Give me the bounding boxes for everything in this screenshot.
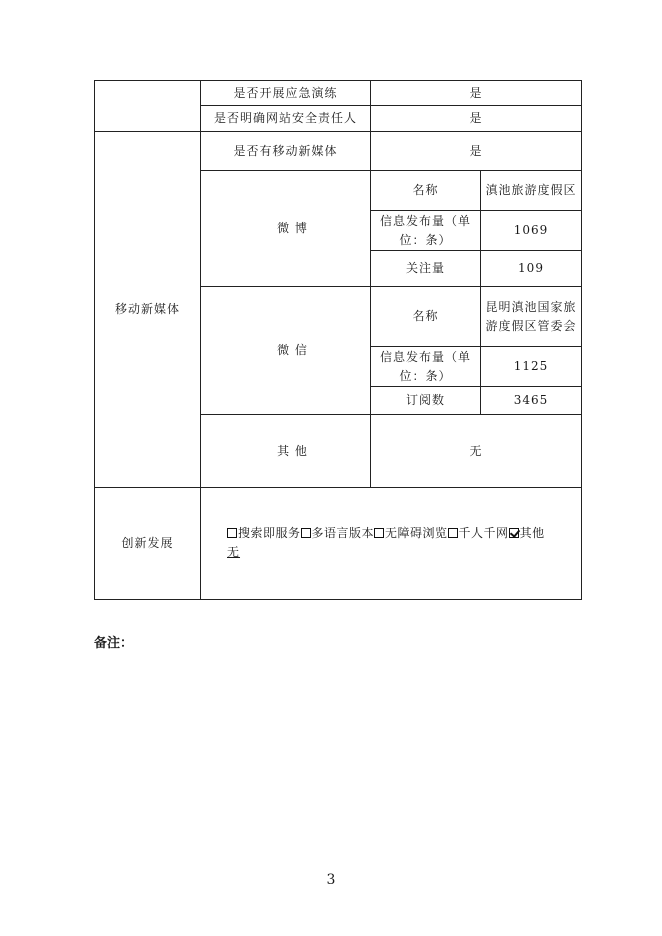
- innovation-options: [201, 488, 582, 600]
- innovation-label: 创新发展: [95, 488, 201, 600]
- checkbox-checked-icon[interactable]: [509, 528, 519, 538]
- weibo-posts-label: 信息发布量（单位：条）: [371, 211, 481, 251]
- wechat-posts-value: 1125: [481, 347, 582, 387]
- has-new-media-value: 是: [371, 132, 582, 171]
- checkbox-unchecked-icon[interactable]: [227, 528, 237, 538]
- wechat-posts-label: 信息发布量（单位：条）: [371, 347, 481, 387]
- wechat-subscribers-value: 3465: [481, 387, 582, 415]
- weibo-label: 微 博: [201, 171, 371, 287]
- option-multilingual[interactable]: 多语言版本: [301, 526, 375, 540]
- checkbox-unchecked-icon[interactable]: [448, 528, 458, 538]
- wechat-subscribers-label: 订阅数: [371, 387, 481, 415]
- weibo-followers-label: 关注量: [371, 251, 481, 287]
- innovation-other-value: 无: [227, 545, 241, 559]
- page-number: 3: [326, 872, 336, 888]
- wechat-name-label: 名称: [371, 287, 481, 347]
- wechat-name-value: 昆明滇池国家旅游度假区管委会: [481, 287, 582, 347]
- option-other[interactable]: 其他: [509, 526, 545, 540]
- security-person-value: 是: [371, 106, 582, 132]
- option-personalized[interactable]: 千人千网: [448, 526, 509, 540]
- mobile-media-section-label: 移动新媒体: [95, 132, 201, 488]
- wechat-label: 微 信: [201, 287, 371, 415]
- has-new-media-label: 是否有移动新媒体: [201, 132, 371, 171]
- other-media-label: 其 他: [201, 415, 371, 488]
- other-media-value: 无: [371, 415, 582, 488]
- option-search-service[interactable]: 搜索即服务: [227, 526, 301, 540]
- weibo-name-value: 滇池旅游度假区: [481, 171, 582, 211]
- emergency-drill-label: 是否开展应急演练: [201, 81, 371, 106]
- remarks-label: 备注：: [94, 636, 134, 651]
- security-person-label: 是否明确网站安全责任人: [201, 106, 371, 132]
- emergency-drill-value: 是: [371, 81, 582, 106]
- option-accessibility[interactable]: 无障碍浏览: [374, 526, 448, 540]
- checkbox-unchecked-icon[interactable]: [374, 528, 384, 538]
- weibo-followers-value: 109: [481, 251, 582, 287]
- empty-section-cell: [95, 81, 201, 132]
- checkbox-unchecked-icon[interactable]: [301, 528, 311, 538]
- weibo-posts-value: 1069: [481, 211, 582, 251]
- report-table: [94, 80, 582, 600]
- weibo-name-label: 名称: [371, 171, 481, 211]
